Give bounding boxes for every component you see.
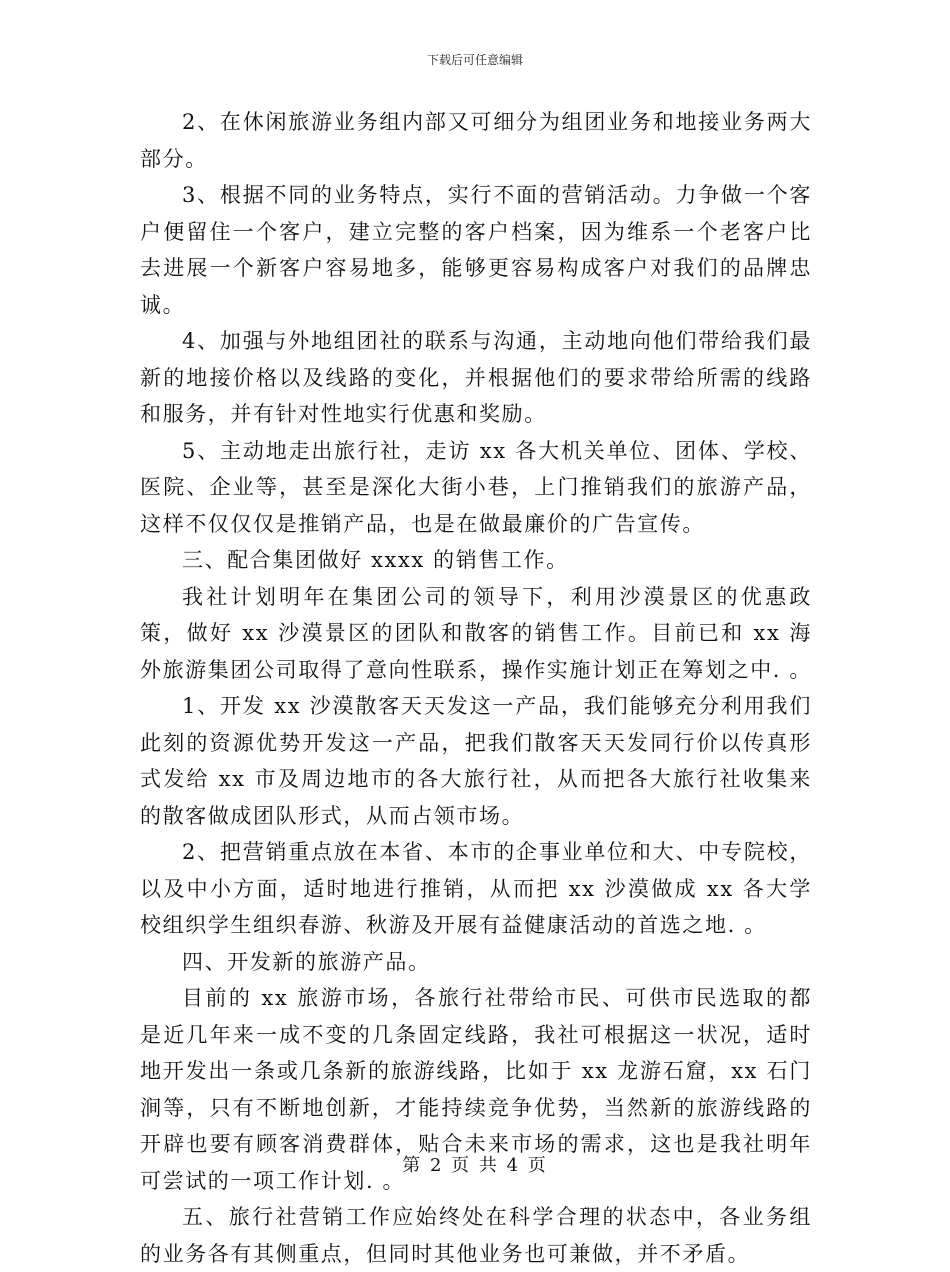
section-heading: 三、配合集团做好 xxxx 的销售工作。 [182, 548, 569, 572]
paragraph: 2、把营销重点放在本省、本市的企事业单位和大、中专院校，以及中小方面，适时地进行推销，从而把 xx 沙漠做成 xx 各大学校组织学生组织春游、秋游及开展有益健康活动的首选之地. 。 [140, 840, 812, 937]
section-heading: 四、开发新的旅游产品。 [182, 949, 431, 974]
page-number: 第 2 页 共 4 页 [402, 1155, 548, 1176]
paragraph: 目前的 xx 旅游市场，各旅行社带给市民、可供市民选取的都是近几年来一成不变的几条固定线路，我社可根据这一状况，适时地开发出一条或几条新的旅游线路，比如于 xx 龙游石窟，xx 石门涧等，只有不断地创新，才能持续竞争优势，当然新的旅游线路的开辟也要有顾客消费群体，贴合未来市场的需求，这也是我社明年可尝试的一项工作计划. 。 [140, 986, 812, 1193]
paragraph: 4、加强与外地组团社的联系与沟通，主动地向他们带给我们最新的地接价格以及线路的变化，并根据他们的要求带给所需的线路和服务，并有针对性地实行优惠和奖励。 [140, 329, 812, 426]
paragraph: 五、旅行社营销工作应始终处在科学合理的状态中，各业务组的业务各有其侧重点，但同时其他业务也可兼做，并不矛盾。 [140, 1205, 812, 1266]
paragraph: 2、在休闲旅游业务组内部又可细分为组团业务和地接业务两大部分。 [140, 110, 812, 171]
paragraph: 3、根据不同的业务特点，实行不面的营销活动。力争做一个客户便留住一个客户，建立完整的客户档案，因为维系一个老客户比去进展一个新客户容易地多，能够更容易构成客户对我们的品牌忠诚。 [140, 183, 812, 317]
paragraph: 1、开发 xx 沙漠散客天天发这一产品，我们能够充分利用我们此刻的资源优势开发这一产品，把我们散客天天发同行价以传真形式发给 xx 市及周边地市的各大旅行社，从而把各大旅行社收集来的散客做成团队形式，从而占领市场。 [140, 694, 812, 828]
paragraph: 我社计划明年在集团公司的领导下，利用沙漠景区的优惠政策，做好 xx 沙漠景区的团队和散客的销售工作。目前已和 xx 海外旅游集团公司取得了意向性联系，操作实施计划正在筹划之中. 。 [140, 584, 812, 682]
document-body [140, 104, 812, 1272]
page-header: 下载后可任意编辑 [426, 53, 523, 67]
paragraph: 5、主动地走出旅行社，走访 xx 各大机关单位、团体、学校、医院、企业等，甚至是深化大街小巷，上门推销我们的旅游产品，这样不仅仅仅是推销产品，也是在做最廉价的广告宣传。 [140, 438, 812, 536]
